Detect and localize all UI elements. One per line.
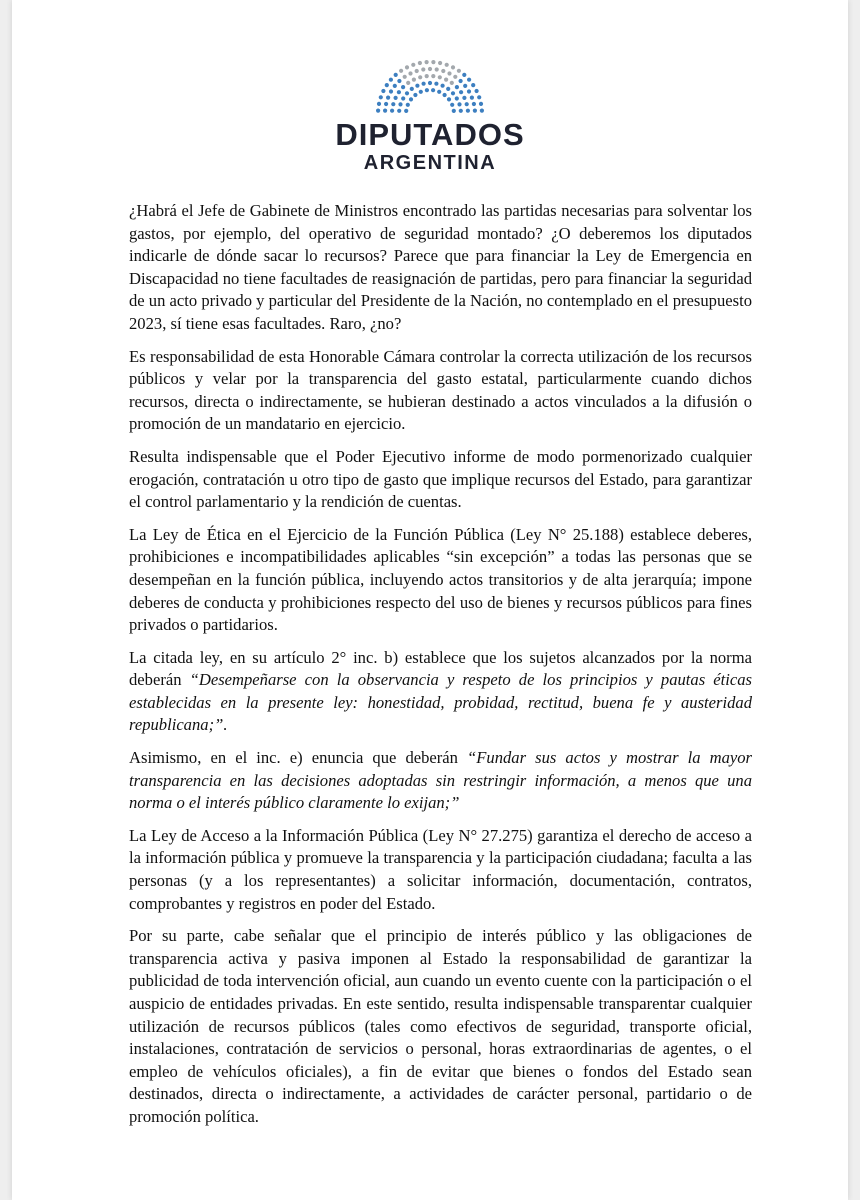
- seat-dot: [401, 96, 405, 100]
- paragraph: [129, 825, 752, 915]
- seat-dot: [415, 84, 419, 88]
- seat-dot: [467, 89, 471, 93]
- seat-dot: [403, 75, 407, 79]
- paragraph-text: ¿Habrá el Jefe de Gabinete de Ministros encontrado las partidas necesarias para solventar los gastos, por ejemplo, del operativo de seguridad montado? ¿O deberemos los diputados indicarle de dónde sacar lo recursos? Parece que para financiar la Ley de Emergencia en Discapacidad no tiene facultades de reasignación de partidas, pero para financiar la seguridad de un acto privado y particular del Presidente de la Nación, no contemplado en el presupuesto 2023, sí tiene esas facultades. Raro, ¿no?: [129, 201, 752, 333]
- seat-dot: [431, 74, 435, 78]
- seat-dot: [434, 82, 438, 86]
- seat-dot: [470, 96, 474, 100]
- paragraph: [129, 524, 752, 637]
- seat-dot: [415, 69, 419, 73]
- seat-dot: [390, 109, 394, 113]
- seat-dot: [391, 102, 395, 106]
- seat-dot: [453, 75, 457, 79]
- seat-dot: [450, 103, 454, 107]
- quoted-law-text: “Fundar sus actos y mostrar la mayor transparencia en las decisiones adoptadas sin restringir información, a menos que una norma o el interés público claramente lo exijan;”: [129, 748, 752, 813]
- seat-dot: [459, 90, 463, 94]
- seat-dot: [463, 84, 467, 88]
- seat-dot: [413, 93, 417, 97]
- seat-dot: [405, 91, 409, 95]
- seat-dot: [399, 69, 403, 73]
- seat-dot: [383, 109, 387, 113]
- seat-dot: [452, 109, 456, 113]
- seat-dot: [425, 74, 429, 78]
- seat-dot: [467, 78, 471, 82]
- seat-dot: [435, 67, 439, 71]
- paragraph-text: Asimismo, en el inc. e) enuncia que deberán: [129, 748, 468, 768]
- hemicycle-seats-icon: [375, 56, 485, 116]
- document-body: [129, 200, 752, 1139]
- seat-dot: [428, 67, 432, 71]
- seat-dot: [404, 109, 408, 113]
- seat-dot: [459, 109, 463, 113]
- seat-dot: [441, 84, 445, 88]
- seat-dot: [405, 65, 409, 69]
- seat-dot: [379, 95, 383, 99]
- seat-dot: [422, 82, 426, 86]
- seat-dot: [431, 60, 435, 64]
- seat-dot: [437, 90, 441, 94]
- paragraph: [129, 200, 752, 336]
- seat-dot: [412, 78, 416, 82]
- seat-dot: [418, 75, 422, 79]
- seat-dot: [477, 95, 481, 99]
- seat-dot: [376, 109, 380, 113]
- seat-dot: [441, 69, 445, 73]
- seat-dot: [406, 81, 410, 85]
- seat-dot: [472, 102, 476, 106]
- seat-dot: [418, 61, 422, 65]
- paragraph: [129, 446, 752, 514]
- org-country: ARGENTINA: [363, 152, 497, 174]
- seat-dot: [384, 102, 388, 106]
- seat-dot: [480, 109, 484, 113]
- seat-dot: [471, 83, 475, 87]
- seat-dot: [447, 71, 451, 75]
- paragraph-text: Resulta indispensable que el Poder Ejecutivo informe de modo pormenorizado cualquier erogación, contratación u otro tipo de gasto que implique recursos del Estado, para garantizar el control parlamentario y la rendición de cuentas.: [129, 446, 752, 512]
- seat-dot: [445, 63, 449, 67]
- seat-dot: [394, 73, 398, 77]
- seat-dot: [406, 103, 410, 107]
- seat-dot: [473, 109, 477, 113]
- seat-dot: [394, 96, 398, 100]
- paragraph: [129, 747, 752, 815]
- seat-dot: [397, 109, 401, 113]
- seat-dot: [389, 89, 393, 93]
- seat-dot: [451, 91, 455, 95]
- letterhead: [12, 36, 848, 186]
- paragraph: [129, 346, 752, 436]
- paragraph-text: La Ley de Acceso a la Información Pública (Ley N° 27.275) garantiza el derecho de acceso a la información pública y promueve la transparencia y la participación ciudadana; faculta a las personas (y a los representantes) a solicitar información, documentación, contratos, comprobantes y registros en poder del Estado.: [129, 825, 752, 913]
- seat-dot: [393, 84, 397, 88]
- paragraph-text: Es responsabilidad de esta Honorable Cámara controlar la correcta utilización de los recursos públicos y velar por la transparencia del gasto estatal, particularmente cuando dichos recursos, directa o indirectamente, se hubieran destinado a actos vinculados a la difusión o promoción de un mandatario en ejercicio.: [129, 346, 752, 434]
- seat-dot: [389, 78, 393, 82]
- seat-dot: [386, 96, 390, 100]
- seat-dot: [447, 97, 451, 101]
- seat-dot: [397, 79, 401, 83]
- seat-dot: [462, 96, 466, 100]
- seat-dot: [421, 67, 425, 71]
- seat-dot: [455, 96, 459, 100]
- seat-dot: [419, 90, 423, 94]
- seat-dot: [401, 85, 405, 89]
- seat-dot: [455, 85, 459, 89]
- seat-dot: [377, 102, 381, 106]
- seat-dot: [425, 88, 429, 92]
- seat-dot: [465, 102, 469, 106]
- paragraph: [129, 925, 752, 1128]
- seat-dot: [409, 97, 413, 101]
- seat-dot: [457, 102, 461, 106]
- seat-dot: [438, 61, 442, 65]
- seat-dot: [450, 81, 454, 85]
- seat-dot: [425, 60, 429, 64]
- seat-dot: [459, 79, 463, 83]
- seat-dot: [475, 89, 479, 93]
- seat-dot: [438, 75, 442, 79]
- seat-dot: [443, 93, 447, 97]
- paragraph-text: La Ley de Ética en el Ejercicio de la Función Pública (Ley N° 25.188) establece deberes, prohibiciones e incompatibilidades aplicables “sin excepción” a todas las personas que se desempeñan en la función pública, incluyendo actos transitorios y de alta jerarquía; impone deberes de conducta y prohibiciones respecto del uso de bienes y recursos públicos para fines privados o partidarios.: [129, 524, 752, 635]
- seat-dot: [410, 87, 414, 91]
- document-page: [12, 0, 848, 1200]
- seat-dot: [431, 88, 435, 92]
- paragraph-text: Por su parte, cabe señalar que el principio de interés público y las obligaciones de transparencia activa y pasiva imponen al Estado la responsabilidad de garantizar la publicidad de toda intervención oficial, aun cuando un evento cuente con la participación o el auspicio de entidades privadas. En este sentido, resulta indispensable transparentar cualquier utilización de recursos públicos (tales como efectivos de seguridad, transporte oficial, instalaciones, contratación de servicios o personal, horas extraordinarias de agentes, o el empleo de vehículos oficiales), a fin de evitar que bienes o fondos del Estado sean destinados, directa o indirectamente, a actividades de carácter personal, partidario o de promoción política.: [129, 926, 752, 1126]
- quoted-law-text: “Desempeñarse con la observancia y respeto de los principios y pautas éticas establecidas en la presente ley: honestidad, probidad, rectitud, buena fe y austeridad republicana;”.: [129, 670, 752, 735]
- seat-dot: [408, 71, 412, 75]
- paragraph-text: La citada ley, en su artículo 2° inc. b) establece que los sujetos alcanzados por la norma deberán: [129, 647, 752, 690]
- org-name: DIPUTADOS: [335, 117, 525, 152]
- seat-dot: [381, 89, 385, 93]
- seat-dot: [385, 83, 389, 87]
- seat-dot: [444, 78, 448, 82]
- seat-dot: [411, 63, 415, 67]
- seat-dot: [446, 87, 450, 91]
- seat-dot: [428, 81, 432, 85]
- seat-dot: [398, 102, 402, 106]
- seat-dot: [479, 102, 483, 106]
- paragraph: [129, 647, 752, 737]
- seat-dot: [466, 109, 470, 113]
- seat-dot: [451, 65, 455, 69]
- seat-dot: [462, 73, 466, 77]
- seat-dot: [397, 90, 401, 94]
- seat-dot: [457, 69, 461, 73]
